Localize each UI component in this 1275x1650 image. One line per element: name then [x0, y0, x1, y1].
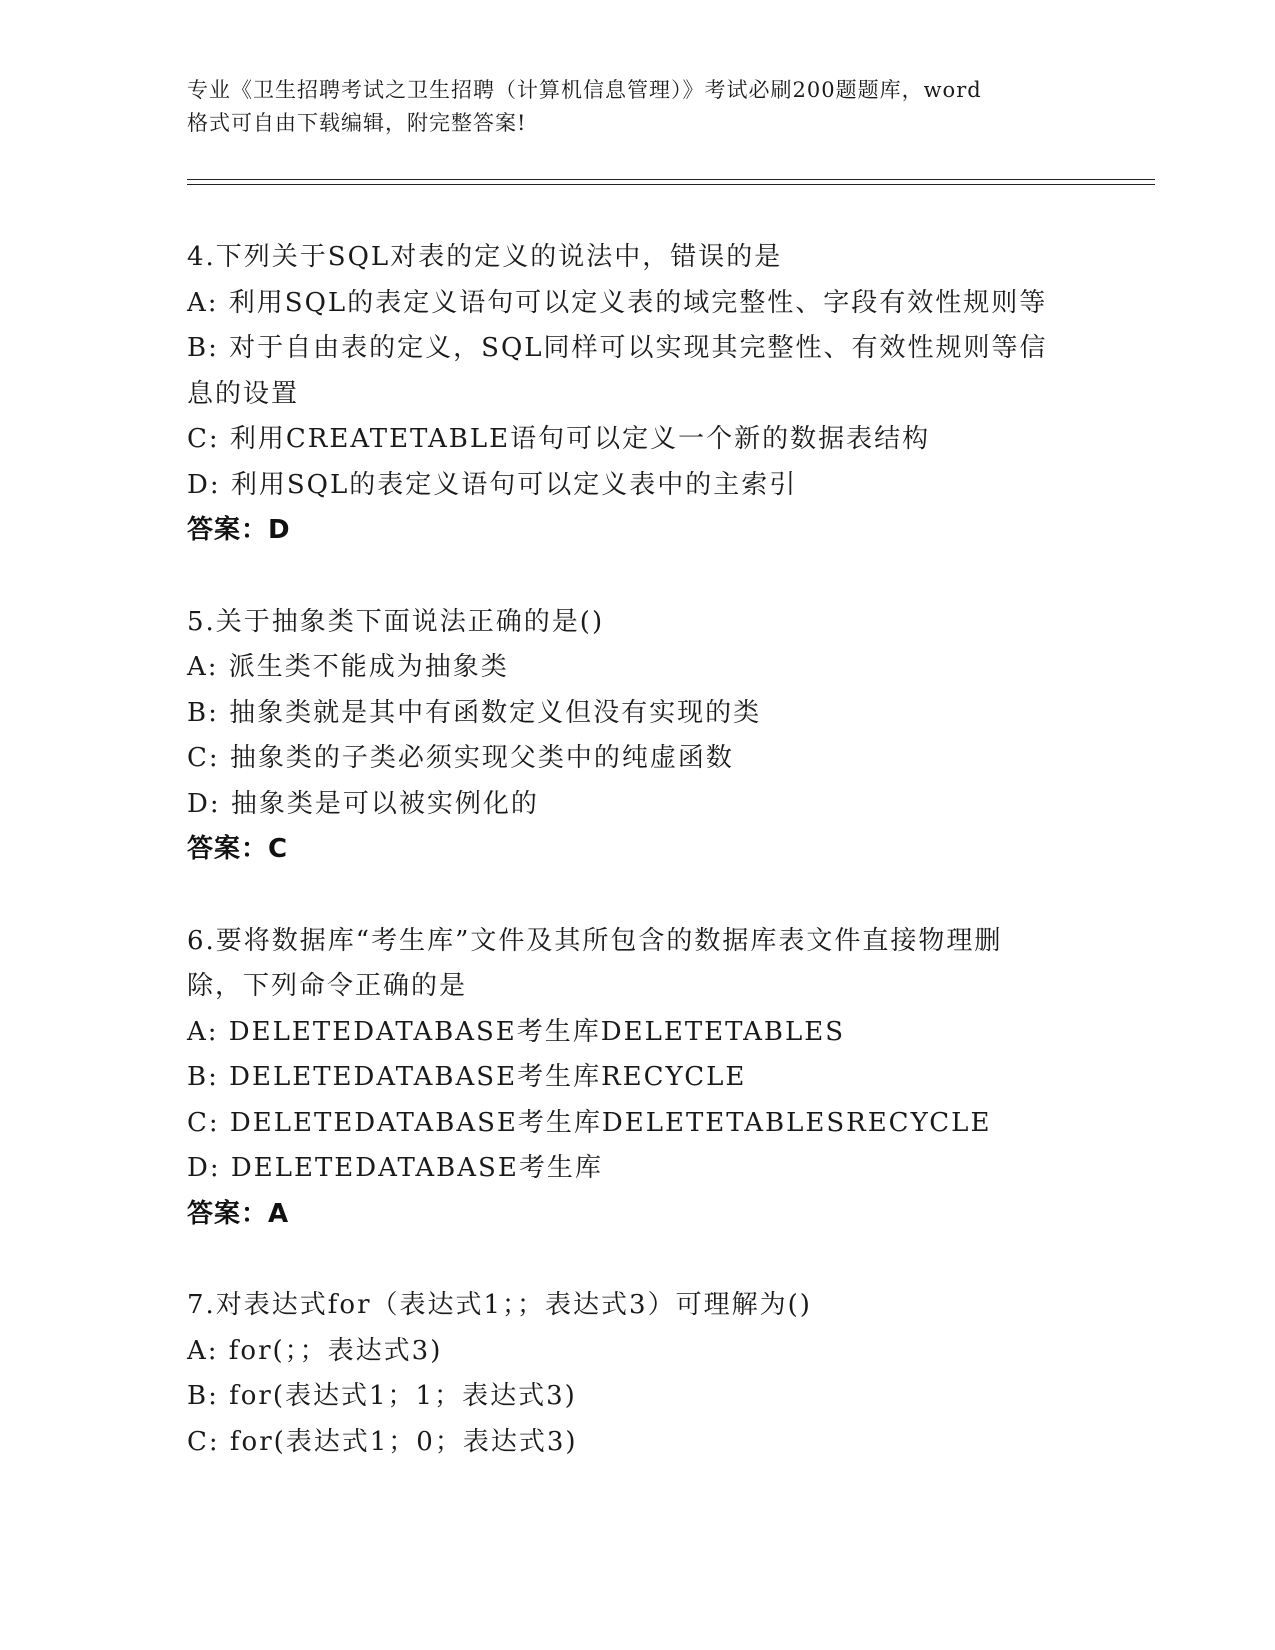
question-line: D: 抽象类是可以被实例化的 — [187, 788, 539, 819]
answer-label: 答案：C — [187, 834, 289, 864]
question-line: A: for(；；表达式3) — [187, 1335, 443, 1366]
question-block — [187, 600, 1147, 873]
question-line: A: 利用SQL的表定义语句可以定义表的域完整性、字段有效性规则等 — [187, 287, 1048, 318]
question-line: A: 派生类不能成为抽象类 — [187, 652, 509, 682]
question-line: B: DELETEDATABASE考生库RECYCLE — [187, 1062, 747, 1092]
question-block — [187, 235, 1147, 554]
question-line: C: 利用CREATETABLE语句可以定义一个新的数据表结构 — [187, 424, 931, 454]
question-line: C: 抽象类的子类必须实现父类中的纯虚函数 — [187, 743, 734, 773]
question-stem: 6.要将数据库“考生库”文件及其所包含的数据库表文件直接物理删 — [187, 925, 1003, 956]
header-divider-top — [187, 179, 1155, 180]
header-line-2: 格式可自由下载编辑，附完整答案! — [187, 111, 527, 135]
question-line: 除，下列命令正确的是 — [187, 971, 468, 1001]
question-line: D: DELETEDATABASE考生库 — [187, 1153, 603, 1183]
question-line: B: 抽象类就是其中有函数定义但没有实现的类 — [187, 697, 762, 728]
question-line: 息的设置 — [187, 378, 300, 409]
header-divider-bottom — [187, 184, 1155, 185]
question-line: B: for(表达式1；1；表达式3) — [187, 1381, 577, 1411]
document-header — [187, 74, 1087, 140]
question-line: A: DELETEDATABASE考生库DELETETABLES — [187, 1016, 846, 1047]
question-line: C: for(表达式1；0；表达式3) — [187, 1426, 578, 1457]
question-line: D: 利用SQL的表定义语句可以定义表中的主索引 — [187, 469, 798, 500]
question-stem: 4.下列关于SQL对表的定义的说法中，错误的是 — [187, 242, 783, 272]
header-line-1: 专业《卫生招聘考试之卫生招聘（计算机信息管理）》考试必刷200题题库，word — [187, 78, 982, 102]
question-list — [187, 235, 1147, 1465]
question-block — [187, 919, 1147, 1238]
question-stem: 7.对表达式for（表达式1；；表达式3）可理解为() — [187, 1290, 812, 1320]
question-block — [187, 1283, 1147, 1465]
answer-label: 答案：A — [187, 1198, 290, 1229]
question-stem: 5.关于抽象类下面说法正确的是() — [187, 606, 605, 637]
answer-label: 答案：D — [187, 515, 291, 545]
question-line: B: 对于自由表的定义，SQL同样可以实现其完整性、有效性规则等信 — [187, 333, 1048, 363]
question-line: C: DELETEDATABASE考生库DELETETABLESRECYCLE — [187, 1107, 992, 1138]
